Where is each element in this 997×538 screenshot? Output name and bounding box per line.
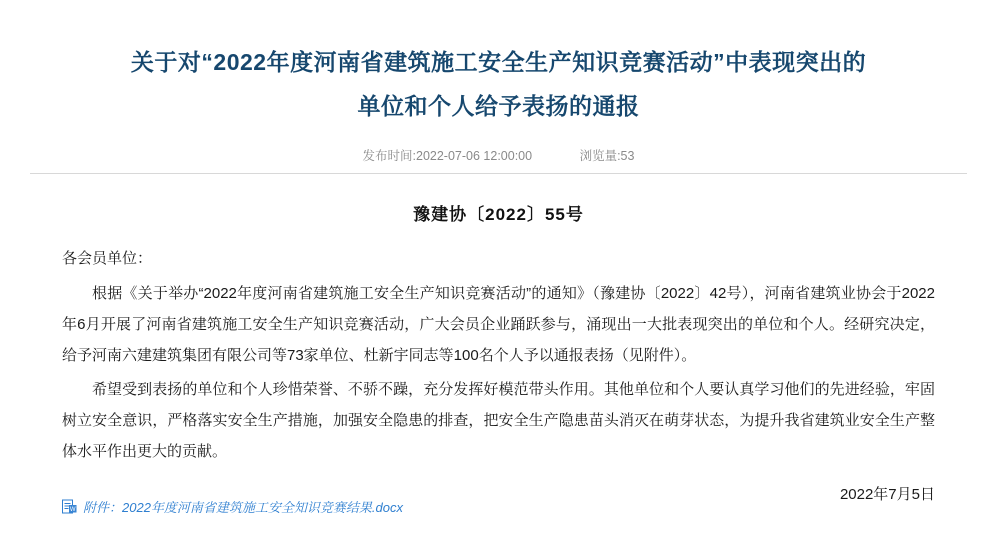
sign-date: 2022年7月5日 (839, 486, 935, 503)
file-docx-icon (62, 499, 77, 514)
body-paragraph-2: 希望受到表扬的单位和个人珍惜荣誉、不骄不躁，充分发挥好模范带头作用。其他单位和个人要认真学习他们的先进经验，牢固树立安全意识，严格落实安全生产措施，加强安全隐患的排查，把安全生产隐患苗头消灭在萌芽状态，为提升我省建筑业安全生产整体水平作出更大的贡献。 (62, 381, 935, 460)
body-paragraph-1: 根据《关于举办“2022年度河南省建筑施工安全生产知识竞赛活动”的通知》（豫建协〔2022〕42号），河南省建筑业协会于2022年6月开展了河南省建筑施工安全生产知识竞赛活动，广大会员企业踊跃参与，涌现出一大批表现突出的单位和个人。经研究决定，给予河南六建建筑集团有限公司等73家单位、杜新宇同志等100名个人予以通报表扬（见附件）。 (62, 285, 935, 364)
page-title: 关于对“2022年度河南省建筑施工安全生产知识竞赛活动”中表现突出的单位和个人给予表扬的通报 (130, 49, 867, 119)
attachment-row[interactable] (30, 497, 967, 516)
attachment-link[interactable]: 附件：2022年度河南省建筑施工安全知识竞赛结果.docx (83, 500, 403, 515)
svg-text:W: W (69, 507, 76, 514)
publish-time: 发布时间:2022-07-06 12:00:00 (362, 149, 533, 163)
document-body (30, 243, 967, 467)
document-number: 豫建协〔2022〕55号 (413, 205, 584, 224)
view-count: 浏览量:53 (579, 149, 635, 163)
document-meta (30, 146, 967, 174)
salutation: 各会员单位： (62, 250, 153, 267)
